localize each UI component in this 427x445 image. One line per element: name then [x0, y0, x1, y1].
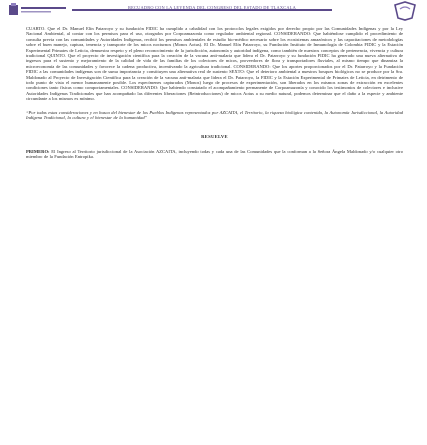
- document-header: [0, 0, 427, 22]
- tlaxcala-congress-logo-icon: [8, 2, 70, 18]
- paragraph-consideraciones: “Por todas estas consideraciones y en busca del bienestar de los Pueblos Indígenas representados por AZCAITA, el Territorio, la riqueza biológica contenida, la Autonomía Jurisdiccional, la Autoridad Indígena Tradicional, la cultura y el bienestar de la humanidad”: [26, 109, 403, 121]
- header-text: RECUADRO CON LA LEYENDA DEL CONGRESO DEL ESTADO DE TLAXCALA: [128, 5, 296, 10]
- tlaxcala-state-seal-icon: [392, 1, 418, 21]
- paragraph-primero: [26, 149, 403, 160]
- primero-text: El Ingreso al Territorio jurisdiccional de la Asociación AZCAITA, incluyendo todas y cada una de las Comunidades que la conforman a la Señora Ángela Maldonado y/o cualquier otro miembro de la Fundación Entropika.: [26, 148, 404, 160]
- resuelve-heading: RESUELVE: [201, 133, 228, 139]
- document-body: [26, 26, 403, 160]
- primero-label: PRIMERO:: [26, 148, 50, 154]
- paragraph-considerandos: CUARTO. Que el Dr. Manuel Elín Patarroyo y su fundación FIDIC ha cumplido a cabalidad con los protocolos legales exigidos por derecho propio por las Comunidades Indígenas y por la Ley Nacional Ambiental, al contar con los permisos para el uso, otorgados por Corpoamazonía como regulador ambiental regional. CONSIDERANDO: Que habiéndose cumplido el procedimiento de consulta previa con las comunidades y Autoridades Indígenas, recibió los permisos ambientales de estudio bio-médico necesario sobre los ecosistemas amazónicos y las capacitaciones de metodologías sobre el buen manejo, captura, tenencia y transporte de los micos nocturnos (Monos Aotus). El Dr. Manuel Elín Patarroyo, su Fundación Instituto de Inmunología de Colombia FIDIC y la Estación Experimental Primates de Leticia, demuestra respeto y el pleno reconocimiento de la jurisdicción, autonomía y autoridad indígena, como también de nuestros conceptos de pertenencia, vivencia y cultura tradicional QUINTO. Que el proyecto de investigación científica para la creación de la vacuna anti-malaria que lidera el Dr. Patarroyo y su fundación FIDIC ha generado una nueva alternativa de ingresos para el sustento y mejoramiento de la calidad de vida de las familias de los colectores de micos, proveedores de flora y transportadores fluviales, al mismo tiempo que dinamiza la microeconomía de las comunidades y favorece la cadena productiva, incentivando la agricultura tradicional. CONSIDERANDO: Que los aportes proporcionados por el Dr. Patarroyo y la Fundación FIDIC a las comunidades indígenas son de suma importancia y constituyen una alternativa real de sustento SEXTO: Que el deterioro ambiental a nuestros bosques biológicos no se produce por la Sra. Maldonado al Proyecto de Investigación Científica para la creación de la vacuna anti-malaria que lidera el Dr. Patarroyo, la FIDIC y la Estación Experimental de Primates de Leticia, en detrimento de todo punto de vista el menor humanamente posible. Los especímenes capturados (Monos) luego de procesos de experimentación, son liberados en los mismos zonas de extracción en excelentes condiciones tanto físicas como comportamentales. CONSIDERANDO: Que habiendo constatado el acompañamiento permanente de Corpoamazonía y conocido los testimonios de colectores e inclusive Autoridades Indígenas Tradicionales que han acompañado las diferentes liberaciones (Reintroducciones) de micos Aotus a su medio natural, podemos determinar que el daño a la especie y ambiente circundante a los mismos es mínimo.: [26, 26, 403, 102]
